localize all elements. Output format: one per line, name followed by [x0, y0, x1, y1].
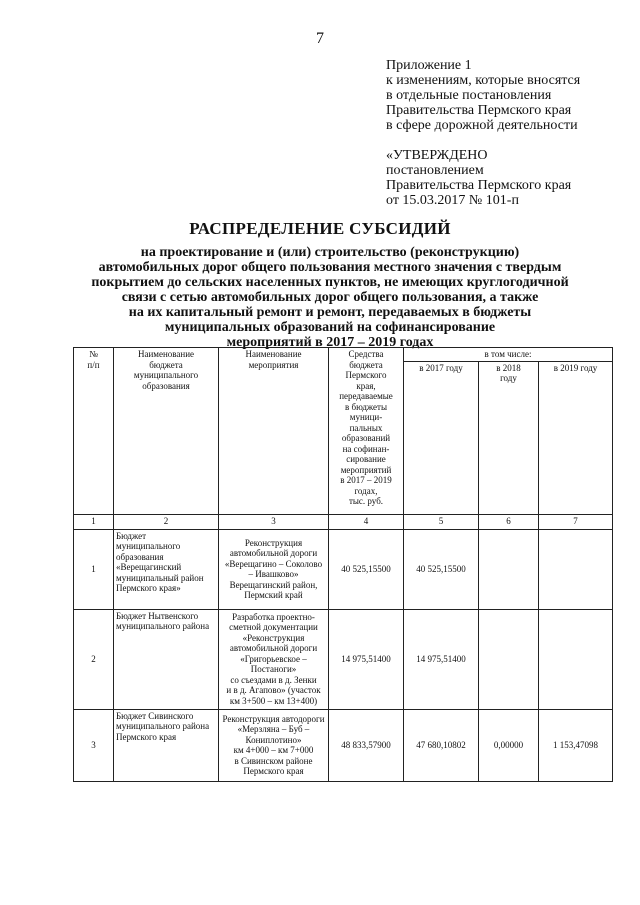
- row-activity: Реконструкция автомобильной дороги «Верещагино – Соколово – Ивашково» Верещагинский район, Пермский край: [219, 529, 329, 609]
- header-activity: Наименование мероприятия: [219, 348, 329, 515]
- subtitle-line: на их капитальный ремонт и ремонт, передаваемых в бюджеты: [128, 305, 532, 320]
- header-2018: в 2018 году: [479, 361, 539, 514]
- subtitle-line: покрытием до сельских населенных пунктов, не имеющих круглогодичной: [91, 275, 569, 290]
- row-activity: Разработка проектно- сметной документации «Реконструкция автомобильной дороги «Григорьевское – Постаноги» со съездами в д. Зенки и в д. Агапово» (участок км 3+500 – км 13+400): [219, 609, 329, 709]
- table-row: [74, 529, 613, 609]
- document-title: РАСПРЕДЕЛЕНИЕ СУБСИДИЙ: [189, 219, 451, 238]
- approval-line: Правительства Пермского края: [386, 178, 572, 193]
- appendix-line: в отдельные постановления: [386, 88, 552, 103]
- row-2019: 1 153,47098: [539, 709, 613, 781]
- header-2019: в 2019 году: [539, 361, 613, 514]
- row-num: 2: [74, 609, 114, 709]
- row-municipality: Бюджет Нытвенского муниципального района: [114, 609, 219, 709]
- column-number: 3: [219, 514, 329, 529]
- column-number: 5: [404, 514, 479, 529]
- row-num: 3: [74, 709, 114, 781]
- row-municipality: Бюджет муниципального образования «Верещагинский муниципальный район Пермского края»: [114, 529, 219, 609]
- row-num: 1: [74, 529, 114, 609]
- appendix-block: [386, 58, 626, 133]
- header-including: в том числе:: [404, 348, 613, 362]
- column-number: 6: [479, 514, 539, 529]
- header-2017: в 2017 году: [404, 361, 479, 514]
- column-number: 4: [329, 514, 404, 529]
- table-row: [74, 709, 613, 781]
- row-2018: 0,00000: [479, 709, 539, 781]
- row-funds: 40 525,15500: [329, 529, 404, 609]
- appendix-line: Правительства Пермского края: [386, 103, 572, 118]
- header-num: № п/п: [74, 348, 114, 515]
- approval-line: «УТВЕРЖДЕНО: [386, 148, 488, 163]
- table-row: [74, 609, 613, 709]
- appendix-line: к изменениям, которые вносятся: [386, 73, 581, 88]
- page-number: 7: [316, 30, 324, 47]
- appendix-line: в сфере дорожной деятельности: [386, 118, 578, 133]
- row-2019: [539, 529, 613, 609]
- column-number: 2: [114, 514, 219, 529]
- column-number: 1: [74, 514, 114, 529]
- row-2018: [479, 529, 539, 609]
- row-2017: 14 975,51400: [404, 609, 479, 709]
- subtitle-line: автомобильных дорог общего пользования местного значения с твердым: [98, 260, 562, 275]
- row-activity: Реконструкция автодороги «Мерзляна – Буб – Кониплотино» км 4+000 – км 7+000 в Сивинском районе Пермского края: [219, 709, 329, 781]
- column-number: 7: [539, 514, 613, 529]
- column-number-row: [74, 514, 613, 529]
- subtitle-line: мероприятий в 2017 – 2019 годах: [226, 335, 434, 350]
- row-2018: [479, 609, 539, 709]
- document-subtitle: [50, 245, 610, 350]
- approval-line: постановлением: [386, 163, 484, 178]
- row-2019: [539, 609, 613, 709]
- header-municipality: Наименование бюджета муниципального образования: [114, 348, 219, 515]
- header-row: [74, 348, 613, 362]
- row-2017: 40 525,15500: [404, 529, 479, 609]
- subtitle-line: связи с сетью автомобильных дорог общего пользования, а также: [121, 290, 539, 305]
- row-funds: 48 833,57900: [329, 709, 404, 781]
- approval-block: [386, 148, 626, 208]
- subtitle-line: на проектирование и (или) строительство (реконструкцию): [140, 245, 520, 260]
- row-2017: 47 680,10802: [404, 709, 479, 781]
- appendix-line: Приложение 1: [386, 58, 472, 73]
- row-municipality: Бюджет Сивинского муниципального района Пермского края: [114, 709, 219, 781]
- approval-line: от 15.03.2017 № 101-п: [386, 193, 519, 208]
- row-funds: 14 975,51400: [329, 609, 404, 709]
- subtitle-line: муниципальных образований на софинансирование: [164, 320, 496, 335]
- header-funds: Средства бюджета Пермского края, передаваемые в бюджеты муници- пальных образований на софинан- сирование мероприятий в 2017 – 2019 годах, тыс. руб.: [329, 348, 404, 515]
- subsidies-table: [73, 347, 613, 782]
